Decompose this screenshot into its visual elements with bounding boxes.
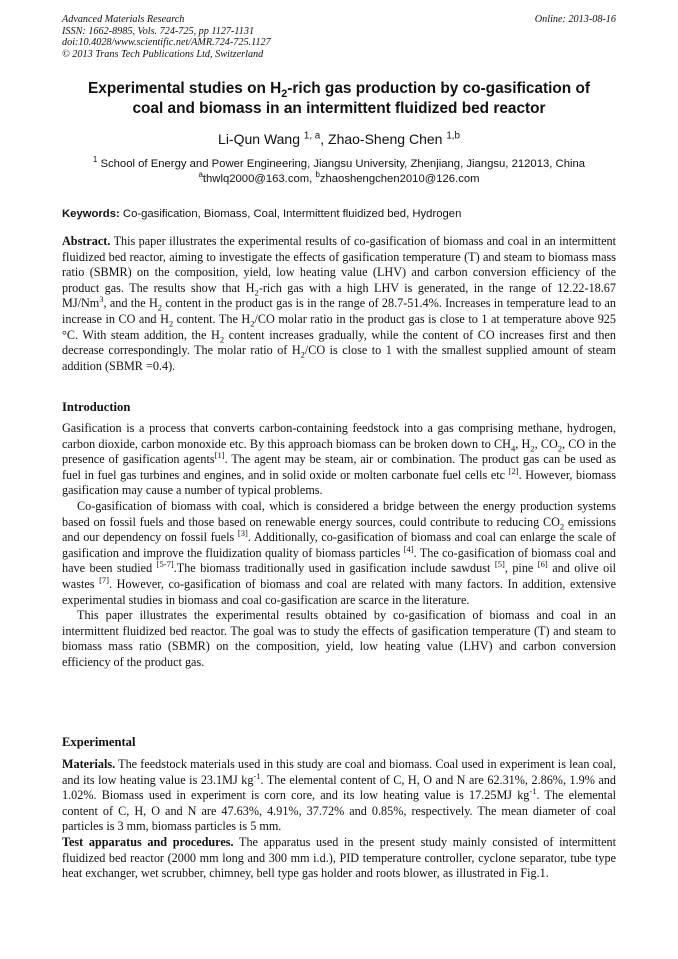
citation: [2] bbox=[508, 465, 519, 476]
author-name: Li-Qun Wang bbox=[218, 131, 304, 147]
paragraph: Co-gasification of biomass with coal, which is considered a bridge between the energy production systems based on fossil fuels and those based on renewable energy sources, could contribute to reducing $CO_2$ emissions and our dependency on fossil fuels [3]. Additionally, co-gasification of biomass and coal can enlarge the scale of gasification and improve the fluidization quality of biomass particles [4]. The co-gasification of biomass coal and have been studied [5-7].The biomass traditionally used in gasification include sawdust [5], pine [6] and olive oil wastes [7]. However, co-gasification of biomass and coal are related with many factors. In addition, extensive experimental studies in biomass and coal co-gasification are scarce in the literature. bbox=[62, 498, 617, 607]
affiliation: $^1$ School of Energy and Power Engineering, Jiangsu University, Zhenjiang, Jiangsu, 212013, China $^a$thwlq2000@163.com, $^b$zhaoshengchen2010@126.com bbox=[62, 157, 616, 187]
paragraph: Materials. The feedstock materials used in this study are coal and biomass. Coal used in experiment is lean coal, and its low heating value is 23.1MJ $kg^{-1}$. The elemental content of C, H, O and N are 62.31%, 2.86%, 1.9% and 1.02%. Biomass used in experiment is corn core, and its low heating value is 17.25MJ $kg^{-1}$. The elemental content of C, H, O and N are 47.63%, 4.91%, 37.72% and 0.85%, respectively. The mean diameter of coal particles is 3 mm, biomass particles is 5 mm. bbox=[62, 757, 616, 834]
citation: [5-7] bbox=[156, 559, 174, 570]
citation: [6] bbox=[537, 559, 548, 570]
journal-header bbox=[62, 14, 616, 60]
introduction-text bbox=[62, 421, 616, 671]
experimental-text bbox=[62, 757, 616, 882]
citation: [3] bbox=[237, 528, 248, 539]
paragraph: Gasification is a process that converts carbon-containing feedstock into a gas comprising methane, hydrogen, carbon dioxide, carbon monoxide etc. By this approach biomass can be broken down to $CH_4$, $H_2$, $CO_2$, CO in the presence of gasification agents[1]. The agent may be steam, air or combination. The product gas can be used as fuel in fuel gas turbines and engines, and in solid oxide or molten carbonate fuel cells etc [2]. However, biomass gasification may cause a number of typical problems. bbox=[62, 421, 616, 498]
citation: [4] bbox=[403, 543, 414, 554]
journal-issn: ISSN: 1662-8985, Vols. 724-725, pp 1127-1131 bbox=[62, 25, 255, 37]
abstract: Abstract. This paper illustrates the experimental results of co-gasification of biomass and coal in an intermittent fluidized bed reactor, aiming to investigate the effects of gasification temperature (T) and steam to biomass mass ratio (SBMR) on the composition, yield, low heating value (LHV) and carbon conversion efficiency of the product gas. The results show that $H_2$-rich gas with a high LHV is generated, in the range of 12.22-18.67 MJ/Nm$^3$, and the $H_2$ content in the product gas is in the range of 28.7-51.4%. Increases in temperature lead to an increase in CO and $H_2$ content. The $H_2/CO$ molar ratio in the product gas is close to 1 at temperature above 925 °C. With steam addition, the $H_2$ content increases gradually, while the content of CO increases first and then decrease correspondingly. The molar ratio of $H_2/CO$ is close to 1 with the smallest supplied amount of steam addition (SBMR =0.4). bbox=[62, 234, 617, 373]
journal-name: Advanced Materials Research bbox=[62, 14, 185, 25]
section-heading-introduction: Introduction bbox=[62, 400, 131, 414]
keywords: Keywords: Co-gasification, Biomass, Coal, Intermittent fluidized bed, Hydrogen bbox=[62, 208, 462, 220]
keywords-label: Keywords: bbox=[62, 208, 120, 220]
citation: [5] bbox=[494, 559, 505, 570]
author-name: Zhao-Sheng Chen bbox=[328, 131, 447, 147]
journal-doi: doi:10.4028/www.scientific.net/AMR.724-725.1127 bbox=[62, 37, 271, 48]
paper-title: Experimental studies on $H_2$-rich gas production by co-gasification of coal and biomass in an intermittent fluidized bed reactor bbox=[88, 80, 590, 117]
abstract-label: Abstract. bbox=[62, 234, 111, 248]
paragraph: This paper illustrates the experimental results obtained by co-gasification of biomass and coal in an intermittent fluidized bed reactor. The goal was to study the effects of gasification temperature (T) and steam to biomass mass ratio (SBMR) on the composition, yield, low heating value (LHV) and carbon conversion efficiency of the product gas. bbox=[62, 608, 616, 669]
section-heading-experimental: Experimental bbox=[62, 735, 136, 749]
author-list: Li-Qun Wang $^{1, a}$, Zhao-Sheng Chen $^{1,b}$ bbox=[218, 130, 460, 147]
journal-copyright: © 2013 Trans Tech Publications Ltd, Switzerland bbox=[62, 48, 264, 60]
materials-label: Materials. bbox=[62, 757, 116, 771]
citation: [1] bbox=[214, 450, 225, 461]
citation: [7] bbox=[99, 574, 110, 585]
test-apparatus-label: Test apparatus and procedures. bbox=[62, 834, 234, 849]
paragraph: Test apparatus and procedures. The apparatus used in the present study mainly consisted of intermittent fluidized bed reactor (2000 mm long and 300 mm i.d.), PID temperature controller, cyclone separator, tube type heat exchanger, wet scrubber, chimney, bell type gas holder and roots blower, as illustrated in Fig.1. bbox=[62, 834, 616, 881]
author-emails: $^a$thwlq2000@163.com, $^b$zhaoshengchen2010@126.com bbox=[198, 170, 480, 185]
online-date: Online: 2013-08-16 bbox=[534, 14, 616, 25]
